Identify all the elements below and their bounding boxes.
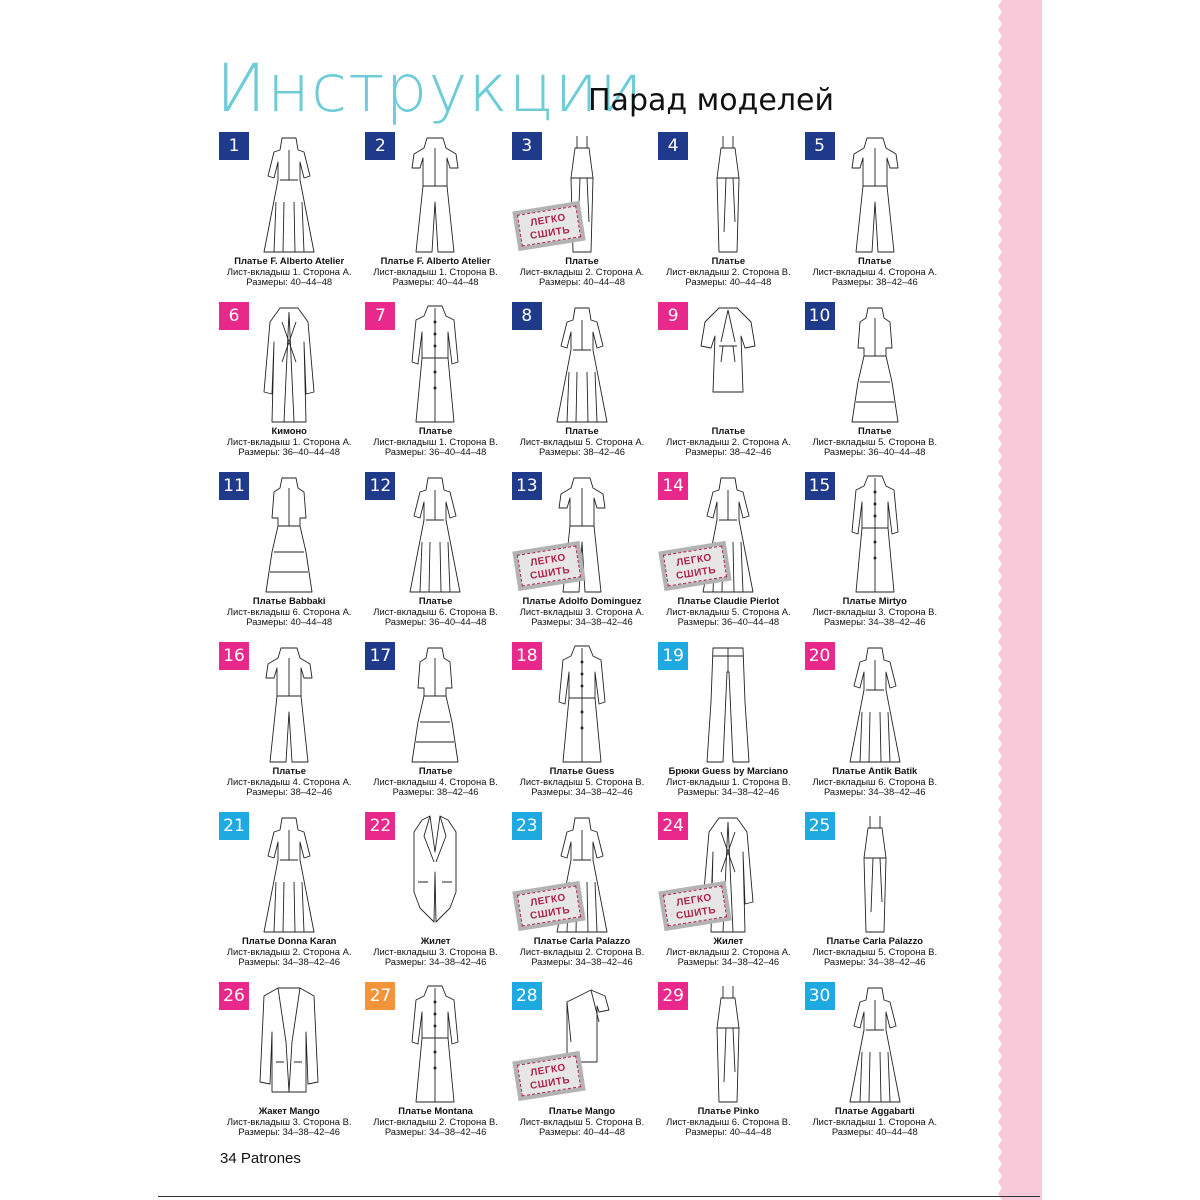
model-number-badge: 5 (805, 132, 835, 160)
model-name: Платье (418, 765, 453, 776)
garment-sketch-icon (840, 302, 910, 426)
stamp-line: ЛЕГКО (529, 1062, 567, 1079)
model-caption (651, 766, 805, 798)
stamp-line: ЛЕГКО (675, 892, 713, 909)
page-subtitle: Парад моделей (588, 83, 834, 118)
model-caption (358, 766, 512, 798)
model-name: Платье (418, 595, 453, 606)
model-name: Брюки Guess by Marciano (668, 765, 789, 776)
model-name: Платье F. Alberto Atelier (234, 255, 345, 266)
model-card (362, 980, 508, 1150)
model-sizes: Размеры: 34–38–42–46 (823, 616, 926, 628)
model-sizes: Размеры: 34–38–42–46 (531, 956, 633, 968)
garment-sketch-icon (400, 642, 470, 766)
model-sizes: Размеры: 34–38–42–46 (531, 616, 633, 628)
garment-sketch-icon (547, 642, 617, 766)
model-caption (505, 596, 659, 628)
model-sizes: Размеры: 38–42–46 (539, 446, 625, 458)
bottom-rule (158, 1196, 1040, 1197)
model-card (802, 980, 948, 1150)
model-card (802, 300, 948, 470)
model-name: Жилет (420, 935, 451, 946)
model-sheet: Лист-вкладыш 6. Сторона В. (812, 775, 938, 787)
model-sizes: Размеры: 40–44–48 (539, 1126, 625, 1138)
model-card (362, 130, 508, 300)
stamp-line: СШИТЬ (675, 904, 718, 922)
model-number-badge: 27 (365, 982, 395, 1010)
model-sheet: Лист-вкладыш 6. Сторона В. (666, 1115, 791, 1127)
model-caption (651, 596, 805, 628)
model-card (655, 640, 801, 810)
model-card (655, 300, 801, 470)
model-sizes: Размеры: 38–42–46 (685, 446, 772, 458)
model-card (802, 130, 948, 300)
model-sizes: Размеры: 38–42–46 (392, 786, 479, 798)
model-card (509, 980, 655, 1150)
garment-sketch-icon (840, 812, 910, 936)
model-caption (358, 1106, 512, 1138)
model-card (216, 300, 362, 470)
model-sheet: Лист-вкладыш 1. Сторона А. (812, 1115, 938, 1127)
model-number-badge: 8 (512, 302, 542, 330)
model-name: Платье Donna Karan (241, 935, 337, 946)
model-name: Платье (711, 425, 746, 436)
model-number-badge: 20 (805, 642, 835, 670)
side-decor-strip (998, 0, 1042, 1200)
model-sheet: Лист-вкладыш 5. Сторона В. (519, 1115, 645, 1127)
model-sizes: Размеры: 36–40–44–48 (823, 446, 926, 458)
model-sheet: Лист-вкладыш 2. Сторона А. (226, 945, 352, 957)
model-number-badge: 24 (658, 812, 688, 840)
model-name: Платье Carla Palazzo (826, 935, 924, 946)
model-sizes: Размеры: 40–44–48 (685, 276, 772, 288)
easy-sew-stamp-label (517, 1056, 581, 1097)
model-name: Платье (565, 425, 599, 436)
model-card (802, 810, 948, 980)
model-sizes: Размеры: 36–40–44–48 (238, 446, 340, 458)
model-name: Платье Antik Batik (832, 765, 918, 776)
model-name: Платье (711, 255, 746, 266)
model-number-badge: 18 (512, 642, 542, 670)
model-sizes: Размеры: 34–38–42–46 (238, 956, 340, 968)
garment-sketch-icon (693, 982, 763, 1106)
model-card (509, 300, 655, 470)
model-number-badge: 6 (219, 302, 249, 330)
model-number-badge: 10 (805, 302, 835, 330)
model-caption (798, 596, 952, 628)
model-card (509, 810, 655, 980)
model-sizes: Размеры: 40–44–48 (539, 276, 625, 288)
model-number-badge: 7 (365, 302, 395, 330)
stamp-line: СШИТЬ (529, 564, 571, 582)
model-sizes: Размеры: 40–44–48 (392, 276, 479, 288)
model-number-badge: 16 (219, 642, 249, 670)
model-number-badge: 11 (219, 472, 249, 500)
garment-sketch-icon (254, 982, 324, 1106)
model-card (655, 980, 801, 1150)
garment-sketch-icon (254, 132, 324, 256)
model-caption (212, 766, 366, 798)
model-caption (798, 426, 952, 458)
model-card (216, 980, 362, 1150)
model-sizes: Размеры: 34–38–42–46 (823, 956, 926, 968)
model-number-badge: 12 (365, 472, 395, 500)
model-name: Платье Mango (548, 1105, 616, 1116)
model-name: Платье F. Alberto Atelier (380, 255, 491, 266)
model-sheet: Лист-вкладыш 5. Сторона В. (812, 945, 938, 957)
model-sheet: Лист-вкладыш 6. Сторона В. (373, 605, 498, 617)
model-sheet: Лист-вкладыш 2. Сторона В. (373, 1115, 498, 1127)
model-sizes: Размеры: 38–42–46 (246, 786, 333, 798)
model-sheet: Лист-вкладыш 4. Сторона А. (226, 775, 352, 787)
model-sizes: Размеры: 34–38–42–46 (238, 1126, 340, 1138)
model-card (655, 130, 801, 300)
model-caption (358, 426, 512, 458)
model-caption (212, 936, 366, 968)
model-number-badge: 1 (219, 132, 249, 160)
model-card (802, 640, 948, 810)
model-name: Платье Mirtyo (842, 595, 907, 606)
model-caption (212, 426, 366, 458)
model-number-badge: 26 (219, 982, 249, 1010)
model-card (362, 300, 508, 470)
model-caption (798, 1106, 952, 1138)
model-sizes: Размеры: 34–38–42–46 (677, 956, 780, 968)
model-card (655, 470, 801, 640)
model-card (655, 810, 801, 980)
garment-sketch-icon (400, 132, 470, 256)
model-number-badge: 28 (512, 982, 542, 1010)
model-number-badge: 30 (805, 982, 835, 1010)
model-caption (505, 766, 659, 798)
model-sizes: Размеры: 40–44–48 (685, 1126, 772, 1138)
model-name: Платье (858, 425, 892, 436)
model-name: Платье Babbaki (252, 595, 326, 606)
garment-sketch-icon (400, 812, 470, 936)
garment-sketch-icon (840, 982, 910, 1106)
model-card (216, 810, 362, 980)
easy-sew-stamp-label (517, 206, 581, 247)
model-card (509, 470, 655, 640)
model-sheet: Лист-вкладыш 3. Сторона В. (812, 605, 938, 617)
model-caption (798, 766, 952, 798)
model-number-badge: 14 (658, 472, 688, 500)
stamp-line: ЛЕГКО (529, 212, 567, 229)
stamp-line: СШИТЬ (529, 904, 571, 922)
model-sizes: Размеры: 34–38–42–46 (384, 956, 487, 968)
model-number-badge: 25 (805, 812, 835, 840)
model-number-badge: 17 (365, 642, 395, 670)
model-number-badge: 22 (365, 812, 395, 840)
easy-sew-stamp-label (517, 886, 581, 927)
stamp-line: ЛЕГКО (529, 892, 567, 909)
model-sheet: Лист-вкладыш 3. Сторона В. (226, 1115, 352, 1127)
model-caption (651, 1106, 805, 1138)
garment-sketch-icon (693, 302, 763, 426)
model-caption (505, 426, 659, 458)
garment-sketch-icon (840, 472, 910, 596)
garment-sketch-icon (693, 642, 763, 766)
stamp-line: СШИТЬ (529, 1074, 571, 1092)
model-sheet: Лист-вкладыш 5. Сторона А. (519, 435, 645, 447)
model-name: Жилет (713, 935, 744, 946)
model-sheet: Лист-вкладыш 1. Сторона А. (226, 435, 352, 447)
model-name: Платье Guess (549, 765, 615, 776)
model-caption (212, 256, 366, 288)
model-caption (358, 936, 512, 968)
model-number-badge: 15 (805, 472, 835, 500)
model-caption (212, 596, 366, 628)
model-sheet: Лист-вкладыш 5. Сторона В. (812, 435, 938, 447)
model-name: Жакет Mango (258, 1105, 320, 1116)
model-number-badge: 23 (512, 812, 542, 840)
model-name: Платье Carla Palazzo (533, 935, 631, 946)
model-caption (505, 256, 659, 288)
model-number-badge: 2 (365, 132, 395, 160)
garment-sketch-icon (400, 302, 470, 426)
model-name: Платье (565, 255, 599, 266)
model-name: Платье Claudie Pierlot (677, 595, 780, 606)
model-sizes: Размеры: 36–40–44–48 (384, 446, 487, 458)
stamp-line: СШИТЬ (529, 224, 571, 242)
model-sizes: Размеры: 36–40–44–48 (384, 616, 487, 628)
stamp-line: ЛЕГКО (529, 552, 567, 569)
garment-sketch-icon (254, 302, 324, 426)
model-number-badge: 3 (512, 132, 542, 160)
model-sizes: Размеры: 40–44–48 (246, 616, 333, 628)
easy-sew-stamp-label (663, 886, 727, 927)
model-sizes: Размеры: 40–44–48 (831, 1126, 918, 1138)
model-name: Платье Montana (398, 1105, 473, 1116)
model-number-badge: 4 (658, 132, 688, 160)
model-card (216, 640, 362, 810)
garment-sketch-icon (840, 132, 910, 256)
garment-sketch-icon (254, 812, 324, 936)
model-name: Кимоно (271, 425, 307, 436)
model-sheet: Лист-вкладыш 3. Сторона А. (519, 605, 645, 617)
model-caption (358, 596, 512, 628)
stamp-line: СШИТЬ (675, 564, 718, 582)
model-number-badge: 21 (219, 812, 249, 840)
model-sheet: Лист-вкладыш 1. Сторона А. (226, 265, 352, 277)
model-caption (651, 256, 805, 288)
model-sheet: Лист-вкладыш 2. Сторона А. (666, 435, 791, 447)
model-sizes: Размеры: 34–38–42–46 (823, 786, 926, 798)
garment-sketch-icon (254, 642, 324, 766)
model-caption (798, 256, 952, 288)
model-caption (651, 426, 805, 458)
models-grid (216, 130, 948, 1140)
model-caption (505, 1106, 659, 1138)
model-sizes: Размеры: 34–38–42–46 (384, 1126, 487, 1138)
model-sheet: Лист-вкладыш 1. Сторона В. (373, 265, 498, 277)
model-sheet: Лист-вкладыш 4. Сторона А. (812, 265, 938, 277)
page-title: Инструкции (216, 50, 644, 127)
garment-sketch-icon (840, 642, 910, 766)
model-card (362, 470, 508, 640)
model-name: Платье (858, 255, 892, 266)
model-sheet: Лист-вкладыш 1. Сторона В. (666, 775, 791, 787)
model-card (216, 470, 362, 640)
easy-sew-stamp-label (517, 546, 581, 587)
model-sheet: Лист-вкладыш 1. Сторона В. (373, 435, 498, 447)
model-name: Платье Aggabarti (834, 1105, 915, 1116)
stamp-line: ЛЕГКО (675, 552, 713, 569)
model-card (509, 130, 655, 300)
model-card (802, 470, 948, 640)
model-sheet: Лист-вкладыш 2. Сторона А. (519, 265, 645, 277)
model-card (362, 640, 508, 810)
model-number-badge: 19 (658, 642, 688, 670)
model-caption (358, 256, 512, 288)
model-sizes: Размеры: 34–38–42–46 (531, 786, 633, 798)
garment-sketch-icon (254, 472, 324, 596)
model-card (362, 810, 508, 980)
model-caption (505, 936, 659, 968)
garment-sketch-icon (693, 132, 763, 256)
model-name: Платье Pinko (697, 1105, 760, 1116)
model-sizes: Размеры: 40–44–48 (246, 276, 333, 288)
model-card (216, 130, 362, 300)
model-card (509, 640, 655, 810)
model-name: Платье Adolfo Dominguez (522, 595, 642, 606)
model-name: Платье (272, 765, 306, 776)
model-sheet: Лист-вкладыш 5. Сторона А. (666, 605, 791, 617)
easy-sew-stamp-label (663, 546, 727, 587)
model-number-badge: 9 (658, 302, 688, 330)
model-sheet: Лист-вкладыш 6. Сторона А. (226, 605, 352, 617)
model-number-badge: 13 (512, 472, 542, 500)
model-sizes: Размеры: 34–38–42–46 (677, 786, 780, 798)
garment-sketch-icon (400, 982, 470, 1106)
model-sheet: Лист-вкладыш 5. Сторона В. (519, 775, 645, 787)
model-sheet: Лист-вкладыш 4. Сторона В. (373, 775, 498, 787)
model-sizes: Размеры: 36–40–44–48 (677, 616, 780, 628)
model-caption (212, 1106, 366, 1138)
model-sheet: Лист-вкладыш 2. Сторона В. (519, 945, 645, 957)
garment-sketch-icon (547, 302, 617, 426)
model-caption (651, 936, 805, 968)
model-number-badge: 29 (658, 982, 688, 1010)
model-caption (798, 936, 952, 968)
model-name: Платье (418, 425, 453, 436)
page-footer: 34 Patrones (220, 1150, 301, 1167)
model-sheet: Лист-вкладыш 2. Сторона В. (666, 265, 791, 277)
model-sheet: Лист-вкладыш 2. Сторона А. (666, 945, 791, 957)
garment-sketch-icon (400, 472, 470, 596)
model-sheet: Лист-вкладыш 3. Сторона В. (373, 945, 498, 957)
model-sizes: Размеры: 38–42–46 (831, 276, 918, 288)
